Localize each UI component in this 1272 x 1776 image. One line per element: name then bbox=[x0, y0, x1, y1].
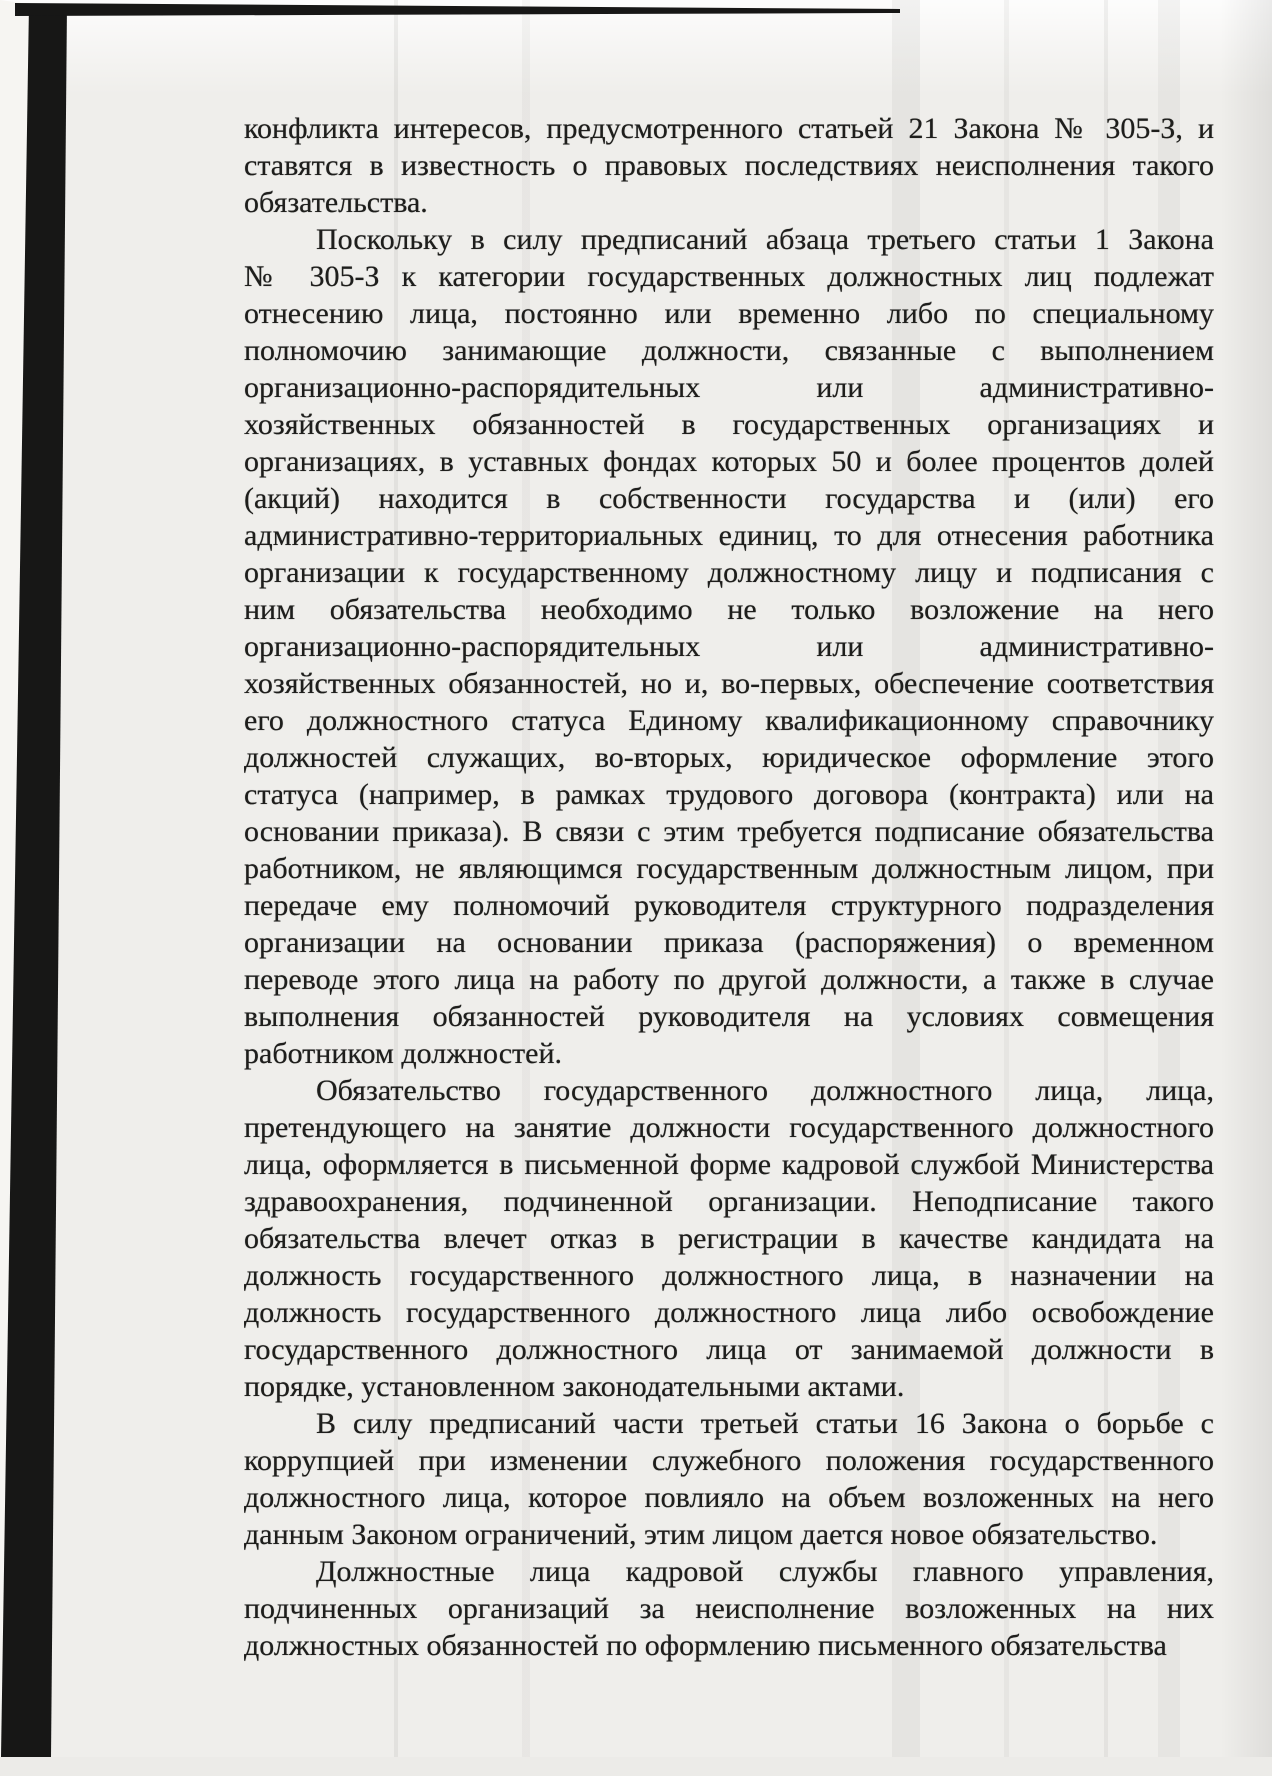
text-line: хозяйственных обязанностей, но и, во-первых, обеспечение соответствия bbox=[244, 667, 1214, 700]
text-line: хозяйственных обязанностей в государственных организациях и bbox=[244, 408, 1214, 441]
text-line: ставятся в известность о правовых последствиях неисполнения такого bbox=[244, 149, 1214, 182]
text-line: передаче ему полномочий руководителя структурного подразделения bbox=[244, 889, 1214, 922]
text-line: работником должностей. bbox=[244, 1037, 563, 1070]
text-line: конфликта интересов, предусмотренного статьей 21 Закона № 305-З, и bbox=[244, 112, 1214, 145]
text-line: организации к государственному должностному лицу и подписания с bbox=[244, 556, 1214, 589]
scanner-bed-strip bbox=[0, 1757, 1272, 1776]
text-line: обязательства влечет отказ в регистрации в качестве кандидата на bbox=[244, 1222, 1214, 1255]
text-line: статуса (например, в рамках трудового договора (контракта) или на bbox=[244, 778, 1214, 811]
text-line: выполнения обязанностей руководителя на условиях совмещения bbox=[244, 1000, 1214, 1033]
text-line: данным Законом ограничений, этим лицом дается новое обязательство. bbox=[244, 1518, 1158, 1551]
text-line: В силу предписаний части третьей статьи 16 Закона о борьбе с bbox=[316, 1407, 1214, 1440]
text-line: подчиненных организаций за неисполнение возложенных на них bbox=[244, 1592, 1214, 1625]
text-line: организационно-распорядительных или административно- bbox=[244, 371, 1214, 404]
text-line: Должностные лица кадровой службы главного управления, bbox=[316, 1555, 1214, 1588]
paragraph bbox=[244, 110, 1214, 221]
text-line: коррупцией при изменении служебного положения государственного bbox=[244, 1444, 1214, 1477]
text-line: ним обязательства необходимо не только возложение на него bbox=[244, 593, 1214, 626]
text-line: переводе этого лица на работу по другой должности, а также в случае bbox=[244, 963, 1214, 996]
text-line: организационно-распорядительных или административно- bbox=[244, 630, 1214, 663]
text-line: здравоохранения, подчиненной организации. Неподписание такого bbox=[244, 1185, 1214, 1218]
text-line: должность государственного должностного лица, в назначении на bbox=[244, 1259, 1214, 1292]
text-line: основании приказа). В связи с этим требуется подписание обязательства bbox=[244, 815, 1214, 848]
text-line: организации на основании приказа (распоряжения) о временном bbox=[244, 926, 1214, 959]
text-line: № 305-З к категории государственных должностных лиц подлежат bbox=[244, 260, 1214, 293]
paragraph bbox=[244, 1553, 1214, 1664]
text-line: должностных обязанностей по оформлению письменного обязательства bbox=[244, 1629, 1167, 1662]
text-line: административно-территориальных единиц, то для отнесения работника bbox=[244, 519, 1214, 552]
text-line: Обязательство государственного должностного лица, лица, bbox=[316, 1074, 1214, 1107]
text-line: должность государственного должностного лица либо освобождение bbox=[244, 1296, 1214, 1329]
paragraph bbox=[244, 221, 1214, 1072]
text-line: его должностного статуса Единому квалификационному справочнику bbox=[244, 704, 1214, 737]
text-line: Поскольку в силу предписаний абзаца третьего статьи 1 Закона bbox=[316, 223, 1214, 256]
text-line: претендующего на занятие должности государственного должностного bbox=[244, 1111, 1214, 1144]
paragraph bbox=[244, 1072, 1214, 1405]
binder-mark-top bbox=[0, 0, 950, 24]
text-line: государственного должностного лица от занимаемой должности в bbox=[244, 1333, 1214, 1366]
text-line: работником, не являющимся государственным должностным лицом, при bbox=[244, 852, 1214, 885]
text-line: порядке, установленном законодательными актами. bbox=[244, 1370, 905, 1403]
document-text bbox=[244, 110, 1214, 1664]
text-line: (акций) находится в собственности государства и (или) его bbox=[244, 482, 1214, 515]
paragraph bbox=[244, 1405, 1214, 1553]
text-line: отнесению лица, постоянно или временно либо по специальному bbox=[244, 297, 1214, 330]
text-line: должностей служащих, во-вторых, юридическое оформление этого bbox=[244, 741, 1214, 774]
text-line: должностного лица, которое повлияло на объем возложенных на него bbox=[244, 1481, 1214, 1514]
text-line: лица, оформляется в письменной форме кадровой службой Министерства bbox=[244, 1148, 1214, 1181]
text-line: обязательства. bbox=[244, 186, 428, 219]
text-line: организациях, в уставных фондах которых 50 и более процентов долей bbox=[244, 445, 1214, 478]
text-line: полномочию занимающие должности, связанные с выполнением bbox=[244, 334, 1214, 367]
